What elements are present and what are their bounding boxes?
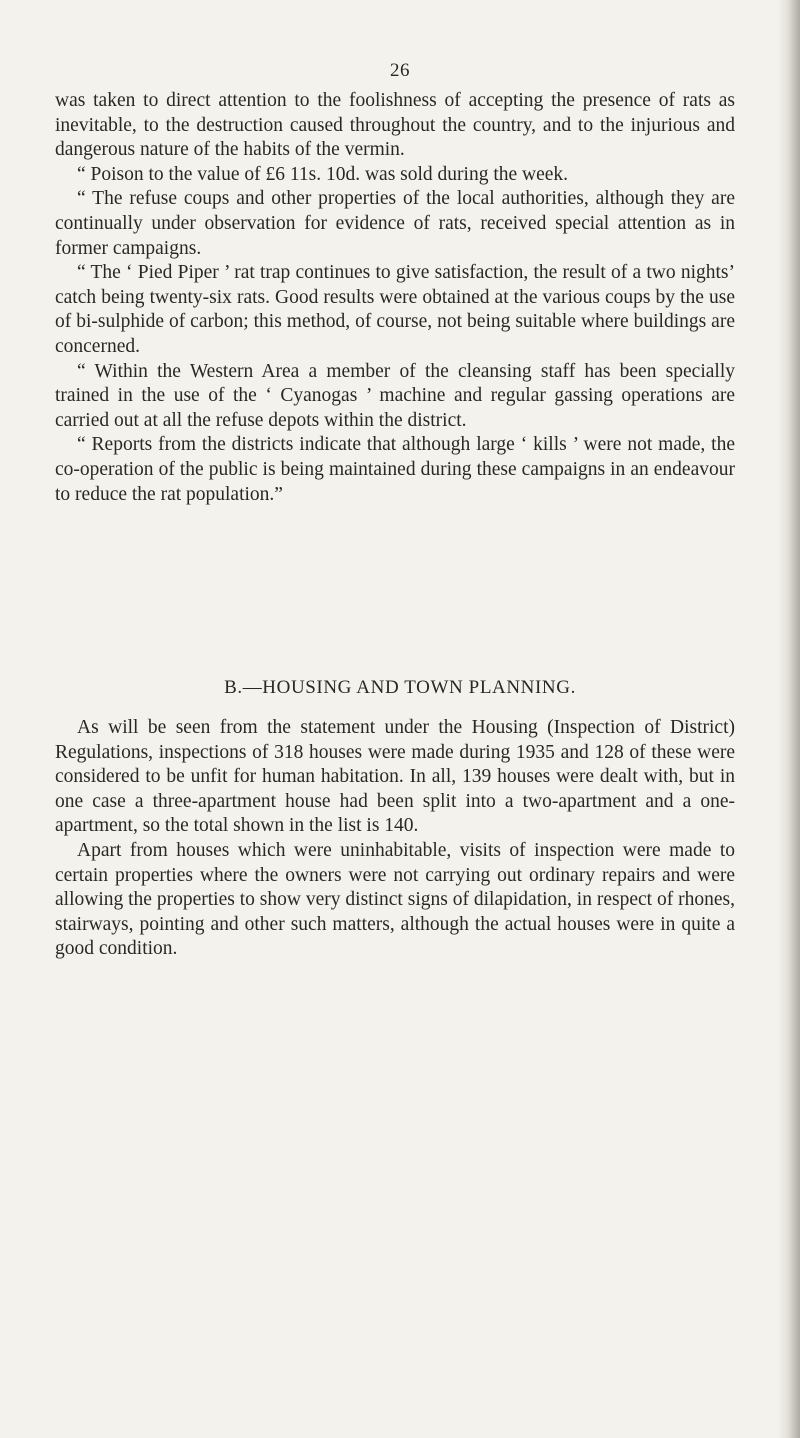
paragraph: “ Poison to the value of £6 11s. 10d. was sold during the week. <box>77 163 569 185</box>
paragraph: “ Within the Western Area a member of the cleansing staff has been specially trained in the use of the ‘ Cyanogas ’ machine and regular gassing operations are carried out at all the refuse depots within the district. <box>55 360 735 431</box>
paragraph: “ Reports from the districts indicate that although large ‘ kills ’ were not made, the co-operation of the public is being maintained during these campaigns in an endeavour to reduce the rat population.” <box>55 434 735 505</box>
section-heading: B.—HOUSING AND TOWN PLANNING. <box>224 677 576 698</box>
body-text-bottom <box>55 716 735 962</box>
page-number: 26 <box>390 60 410 81</box>
paragraph: As will be seen from the statement under the Housing (Inspection of District) Regulations, inspections of 318 houses were made during 1935 and 128 of these were considered to be unfit for human habitation. In all, 139 houses were dealt with, but in one case a three-apartment house had been split into a two-apartment and a one-apartment, so the total shown in the list is 140. <box>55 717 735 837</box>
paragraph: was taken to direct attention to the foolishness of accepting the presence of rats as inevitable, to the destruction caused throughout the country, and to the injurious and dangerous nature of the habits of the vermin. <box>55 90 735 161</box>
paragraph: “ The refuse coups and other properties of the local authorities, although they are continually under observation for evidence of rats, received special attention as in former campaigns. <box>55 188 735 259</box>
body-text-top <box>55 89 735 507</box>
paragraph: “ The ‘ Pied Piper ’ rat trap continues to give satisfaction, the result of a two nights’ catch being twenty-six rats. Good results were obtained at the various coups by the use of bi-sulphide of carbon; this method, of course, not being suitable where buildings are concerned. <box>55 262 735 357</box>
paragraph: Apart from houses which were uninhabitable, visits of inspection were made to certain properties where the owners were not carrying out ordinary repairs and were allowing the properties to show very distinct signs of dilapidation, in respect of rhones, stairways, pointing and other such matters, although the actual houses were in quite a good condition. <box>55 839 735 960</box>
page-edge-shadow <box>778 0 800 1438</box>
